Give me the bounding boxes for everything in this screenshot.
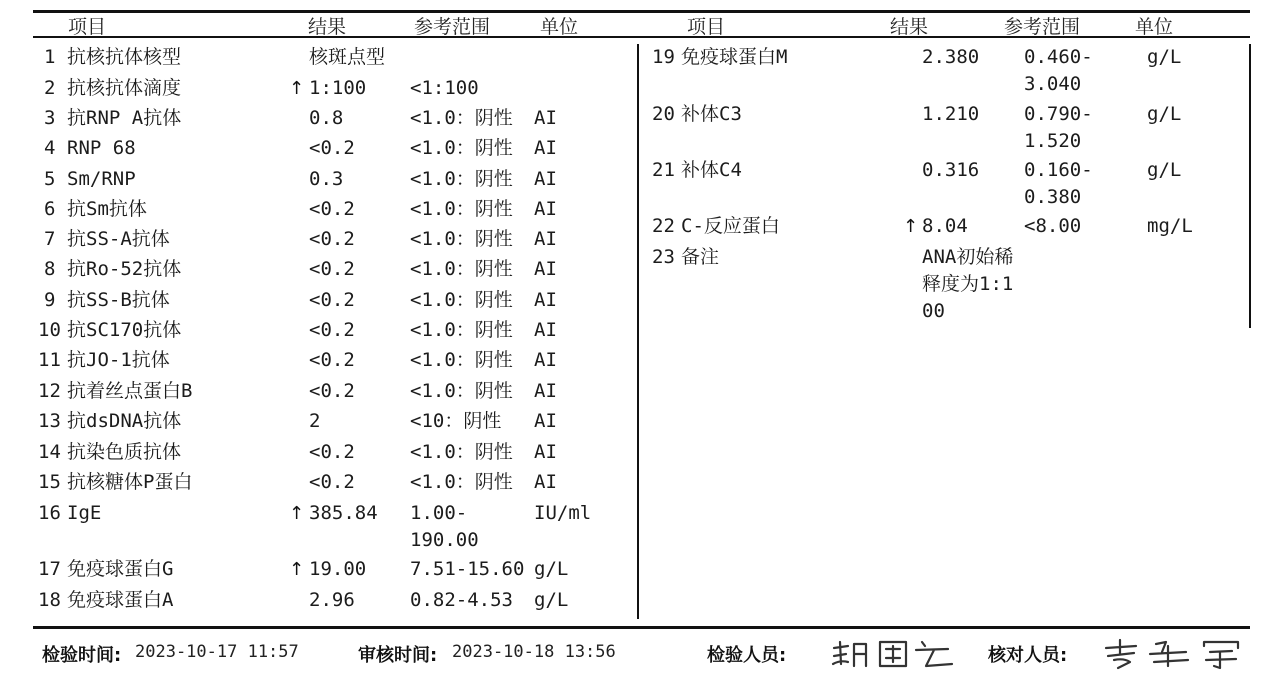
reference-range: <1:100 — [410, 77, 479, 99]
tester-signature — [830, 636, 960, 672]
item-name: IgE — [67, 502, 102, 524]
row-number: 11 — [38, 349, 61, 371]
row-number: 8 — [44, 258, 56, 280]
row-number: 13 — [38, 410, 61, 432]
item-name: 抗染色质抗体 — [67, 441, 182, 463]
result-value: <0.2 — [309, 289, 355, 311]
unit: AI — [534, 349, 557, 371]
item-name: 抗Ro-52抗体 — [67, 258, 182, 280]
reference-range: <1.0：阴性 — [410, 137, 513, 159]
item-name: 抗SC170抗体 — [67, 319, 182, 341]
item-name: 抗核抗体滴度 — [67, 77, 182, 99]
item-name: C-反应蛋白 — [681, 215, 780, 237]
item-name: 免疫球蛋白G — [67, 558, 174, 580]
row-number: 16 — [38, 502, 61, 524]
result-value: 1.210 — [922, 103, 980, 125]
high-flag-arrow: ↑ — [903, 216, 919, 237]
item-name: 备注 — [681, 246, 720, 268]
row-number: 17 — [38, 558, 61, 580]
item-name: Sm/RNP — [67, 168, 136, 190]
high-flag-arrow: ↑ — [289, 503, 305, 524]
item-name: 抗Sm抗体 — [67, 198, 147, 220]
result-value: 0.8 — [309, 107, 344, 129]
row-number: 3 — [44, 107, 56, 129]
review-time-value: 2023-10-18 13:56 — [452, 642, 616, 662]
result-value: <0.2 — [309, 319, 355, 341]
header-result: 结果 — [890, 16, 929, 38]
row-number: 14 — [38, 441, 61, 463]
result-value: <0.2 — [309, 137, 355, 159]
unit: AI — [534, 228, 557, 250]
result-value: 19.00 — [309, 558, 367, 580]
item-name: 抗SS-A抗体 — [67, 228, 170, 250]
reference-range: 0.82-4.53 — [410, 589, 513, 611]
reference-range: <1.0：阴性 — [410, 168, 513, 190]
tester-label: 检验人员: — [707, 645, 787, 666]
row-number: 19 — [652, 46, 675, 68]
item-name: 抗RNP A抗体 — [67, 107, 182, 129]
reference-range: <1.0：阴性 — [410, 198, 513, 220]
result-value: 0.3 — [309, 168, 344, 190]
reference-range: <10：阴性 — [410, 410, 502, 432]
header-unit: 单位 — [1135, 16, 1174, 38]
result-value: 2 — [309, 410, 321, 432]
item-name: 抗着丝点蛋白B — [67, 380, 193, 402]
unit: g/L — [1147, 103, 1182, 125]
row-number: 23 — [652, 246, 675, 268]
result-value: <0.2 — [309, 258, 355, 280]
result-value: 0.316 — [922, 159, 980, 181]
unit: mg/L — [1147, 215, 1193, 237]
unit: AI — [534, 319, 557, 341]
result-value: <0.2 — [309, 198, 355, 220]
row-number: 15 — [38, 471, 61, 493]
result-value: ANA初始稀释度为1:100 — [922, 246, 1014, 322]
result-value: <0.2 — [309, 228, 355, 250]
reference-range: <1.0：阴性 — [410, 380, 513, 402]
unit: g/L — [534, 558, 569, 580]
unit: AI — [534, 198, 557, 220]
unit: AI — [534, 137, 557, 159]
reference-range: 7.51-15.60 — [410, 558, 525, 580]
reference-range: <1.0：阴性 — [410, 258, 513, 280]
unit: g/L — [1147, 46, 1182, 68]
row-number: 9 — [44, 289, 56, 311]
header-range: 参考范围 — [1004, 16, 1081, 38]
result-value: 1:100 — [309, 77, 367, 99]
unit: g/L — [534, 589, 569, 611]
item-name: RNP 68 — [67, 137, 136, 159]
reference-range: <1.0：阴性 — [410, 441, 513, 463]
result-value: 2.96 — [309, 589, 355, 611]
high-flag-arrow: ↑ — [289, 78, 305, 99]
row-number: 7 — [44, 228, 56, 250]
reference-range: <1.0：阴性 — [410, 471, 513, 493]
unit: AI — [534, 107, 557, 129]
row-number: 4 — [44, 137, 56, 159]
reference-range: 0.460-3.040 — [1024, 46, 1093, 95]
row-number: 2 — [44, 77, 56, 99]
row-number: 6 — [44, 198, 56, 220]
item-name: 补体C3 — [681, 103, 742, 125]
header-item: 项目 — [68, 16, 107, 38]
header-unit: 单位 — [540, 16, 579, 38]
row-number: 20 — [652, 103, 675, 125]
item-name: 免疫球蛋白A — [67, 589, 174, 611]
column-divider — [637, 44, 639, 619]
header-result: 结果 — [308, 16, 347, 38]
item-name: 抗SS-B抗体 — [67, 289, 170, 311]
result-value: 385.84 — [309, 502, 378, 524]
reference-range: <1.0：阴性 — [410, 349, 513, 371]
test-time-value: 2023-10-17 11:57 — [135, 642, 299, 662]
unit: AI — [534, 380, 557, 402]
result-value: <0.2 — [309, 471, 355, 493]
header-item: 项目 — [687, 16, 726, 38]
item-name: 抗核糖体P蛋白 — [67, 471, 193, 493]
row-number: 22 — [652, 215, 675, 237]
unit: AI — [534, 471, 557, 493]
row-number: 5 — [44, 168, 56, 190]
row-number: 1 — [44, 46, 56, 68]
row-number: 21 — [652, 159, 675, 181]
reference-range: 0.160-0.380 — [1024, 159, 1093, 208]
reference-range: <1.0：阴性 — [410, 289, 513, 311]
table-bottom-line — [33, 626, 1250, 629]
unit: AI — [534, 441, 557, 463]
result-value: 8.04 — [922, 215, 968, 237]
item-name: 抗dsDNA抗体 — [67, 410, 182, 432]
unit: AI — [534, 258, 557, 280]
row-number: 12 — [38, 380, 61, 402]
reference-range: <1.0：阴性 — [410, 107, 513, 129]
item-name: 抗JO-1抗体 — [67, 349, 170, 371]
reference-range: <8.00 — [1024, 215, 1082, 237]
unit: IU/ml — [534, 502, 592, 524]
item-name: 抗核抗体核型 — [67, 46, 182, 68]
result-value: <0.2 — [309, 380, 355, 402]
reference-range: 0.790-1.520 — [1024, 103, 1093, 152]
review-time-label: 审核时间: — [358, 645, 438, 666]
test-time-label: 检验时间: — [42, 645, 122, 666]
result-value: <0.2 — [309, 441, 355, 463]
unit: AI — [534, 168, 557, 190]
reference-range: <1.0：阴性 — [410, 319, 513, 341]
reference-range: 1.00-190.00 — [410, 502, 479, 551]
result-value: 核斑点型 — [309, 46, 386, 68]
item-name: 免疫球蛋白M — [681, 46, 788, 68]
high-flag-arrow: ↑ — [289, 559, 305, 580]
right-edge-line — [1249, 44, 1251, 328]
result-value: 2.380 — [922, 46, 980, 68]
result-value: <0.2 — [309, 349, 355, 371]
header-range: 参考范围 — [414, 16, 491, 38]
checker-signature — [1100, 636, 1245, 672]
checker-label: 核对人员: — [988, 645, 1068, 666]
item-name: 补体C4 — [681, 159, 742, 181]
unit: AI — [534, 289, 557, 311]
row-number: 10 — [38, 319, 61, 341]
unit: AI — [534, 410, 557, 432]
row-number: 18 — [38, 589, 61, 611]
unit: g/L — [1147, 159, 1182, 181]
reference-range: <1.0：阴性 — [410, 228, 513, 250]
